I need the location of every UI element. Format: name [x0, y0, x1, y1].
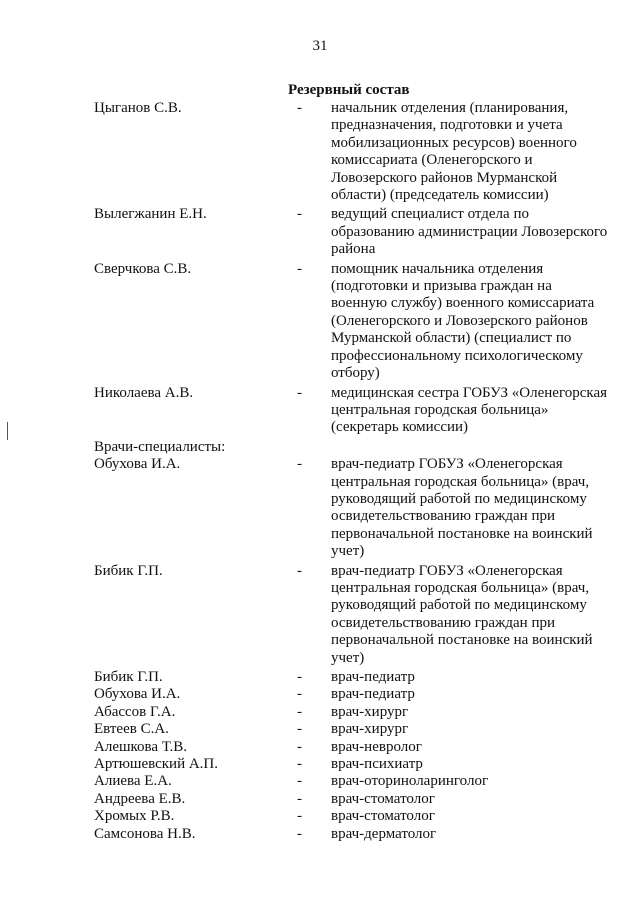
- doctors-list: [0, 669, 640, 843]
- doctor-row: [0, 756, 640, 773]
- dash-separator: -: [297, 773, 302, 790]
- description-line: центральная городская больница» (врач,: [331, 579, 590, 596]
- doctor-row: [0, 791, 640, 808]
- dash-separator: -: [297, 825, 302, 842]
- dash-separator: -: [297, 790, 302, 807]
- description-line: руководящий работой по медицинскому: [331, 597, 587, 614]
- person-name: Николаева А.В.: [94, 384, 194, 401]
- person-name: Алиева Е.А.: [94, 773, 172, 790]
- person-name: Абассов Г.А.: [94, 703, 176, 720]
- description-line: врач-педиатр ГОБУЗ «Оленегорская: [331, 456, 563, 473]
- doctor-row: [0, 773, 640, 790]
- description-line: врач-невролог: [331, 738, 422, 755]
- description-line: военную службу) военного комиссариата: [331, 295, 595, 312]
- person-name: Обухова И.А.: [94, 456, 181, 473]
- description-line: ведущий специалист отдела по: [331, 206, 529, 223]
- commission-list: [0, 100, 640, 843]
- member-row: [0, 385, 640, 437]
- members-list: [0, 100, 640, 439]
- dash-separator: -: [297, 721, 302, 738]
- dash-separator: -: [297, 808, 302, 825]
- doctor-row: [0, 669, 640, 686]
- member-row: [0, 206, 640, 258]
- person-name: Цыганов С.В.: [94, 100, 182, 116]
- position-description: [331, 669, 621, 686]
- position-description: [331, 808, 621, 825]
- position-description: [331, 756, 621, 773]
- lead-doctors-list: [0, 456, 640, 669]
- description-line: предназначения, подготовки и учета: [331, 117, 563, 134]
- doctor-row: [0, 826, 640, 843]
- position-description: [331, 206, 621, 258]
- description-line: первоначальной постановке на воинский: [331, 632, 593, 649]
- position-description: [331, 739, 621, 756]
- description-line: профессиональному психологическому: [331, 347, 583, 364]
- description-line: района: [331, 241, 376, 258]
- description-line: учет): [331, 543, 365, 560]
- description-line: освидетельствованию граждан при: [331, 508, 556, 525]
- position-description: [331, 773, 621, 790]
- position-description: [331, 686, 621, 703]
- dash-separator: -: [297, 703, 302, 720]
- dash-separator: -: [297, 384, 302, 401]
- description-line: отбору): [331, 365, 380, 382]
- person-name: Андреева Е.В.: [94, 790, 186, 807]
- person-name: Обухова И.А.: [94, 686, 181, 703]
- description-line: (Оленегорского и Ловозерского районов: [331, 312, 588, 329]
- description-line: врач-педиатр: [331, 686, 415, 703]
- page-number: 31: [312, 38, 328, 54]
- doctor-row: [0, 721, 640, 738]
- description-line: врач-хирург: [331, 721, 409, 738]
- dash-separator: -: [297, 260, 302, 277]
- description-line: врач-психиатр: [331, 756, 423, 773]
- description-line: Ловозерского районов Мурманской: [331, 169, 558, 186]
- position-description: [331, 704, 621, 721]
- doctor-row: [0, 739, 640, 756]
- description-line: врач-хирург: [331, 703, 409, 720]
- description-line: центральная городская больница» (врач,: [331, 473, 590, 490]
- description-line: (подготовки и призыва граждан на: [331, 278, 552, 295]
- section-title: Резервный состав: [288, 82, 410, 98]
- person-name: Бибик Г.П.: [94, 668, 163, 685]
- doctor-row: [0, 686, 640, 703]
- doctor-row: [0, 704, 640, 721]
- description-line: врач-дерматолог: [331, 825, 437, 842]
- description-line: врач-педиатр: [331, 668, 415, 685]
- description-line: врач-стоматолог: [331, 790, 435, 807]
- person-name: Артюшевский А.П.: [94, 756, 219, 773]
- person-name: Алешкова Т.В.: [94, 738, 188, 755]
- description-line: комиссариата (Оленегорского и: [331, 152, 533, 169]
- lead-doctor-row: [0, 456, 640, 560]
- dash-separator: -: [297, 562, 302, 579]
- dash-separator: -: [297, 668, 302, 685]
- dash-separator: -: [297, 100, 302, 116]
- person-name: Евтеев С.А.: [94, 721, 169, 738]
- person-name: Бибик Г.П.: [94, 562, 163, 579]
- description-line: образованию администрации Ловозерского: [331, 223, 608, 240]
- description-line: врач-педиатр ГОБУЗ «Оленегорская: [331, 562, 563, 579]
- description-line: области) (председатель комиссии): [331, 187, 549, 204]
- description-line: учет): [331, 649, 365, 666]
- specialists-heading: Врачи-специалисты:: [94, 438, 226, 455]
- description-line: врач-стоматолог: [331, 808, 435, 825]
- description-line: Мурманской области) (специалист по: [331, 330, 572, 347]
- position-description: [331, 791, 621, 808]
- person-name: Самсонова Н.В.: [94, 825, 196, 842]
- description-line: мобилизационных ресурсов) военного: [331, 134, 577, 151]
- description-line: (секретарь комиссии): [331, 419, 469, 436]
- position-description: [331, 826, 621, 843]
- person-name: Сверчкова С.В.: [94, 260, 192, 277]
- description-line: освидетельствованию граждан при: [331, 614, 556, 631]
- dash-separator: -: [297, 206, 302, 223]
- description-line: руководящий работой по медицинскому: [331, 490, 587, 507]
- position-description: [331, 456, 621, 560]
- position-description: [331, 261, 621, 383]
- dash-separator: -: [297, 686, 302, 703]
- person-name: Вылегжанин Е.Н.: [94, 206, 207, 223]
- position-description: [331, 563, 621, 667]
- dash-separator: -: [297, 756, 302, 773]
- position-description: [331, 100, 621, 204]
- description-line: врач-оториноларинголог: [331, 773, 489, 790]
- member-row: [0, 261, 640, 383]
- specialists-heading-row: [0, 439, 640, 456]
- description-line: начальник отделения (планирования,: [331, 100, 569, 116]
- description-line: центральная городская больница»: [331, 401, 549, 418]
- position-description: [331, 721, 621, 738]
- description-line: первоначальной постановке на воинский: [331, 525, 593, 542]
- dash-separator: -: [297, 738, 302, 755]
- member-row: [0, 100, 640, 204]
- description-line: медицинская сестра ГОБУЗ «Оленегорская: [331, 384, 608, 401]
- dash-separator: -: [297, 456, 302, 473]
- description-line: помощник начальника отделения: [331, 260, 544, 277]
- position-description: [331, 385, 621, 437]
- doctor-row: [0, 808, 640, 825]
- lead-doctor-row: [0, 563, 640, 667]
- person-name: Хромых Р.В.: [94, 808, 175, 825]
